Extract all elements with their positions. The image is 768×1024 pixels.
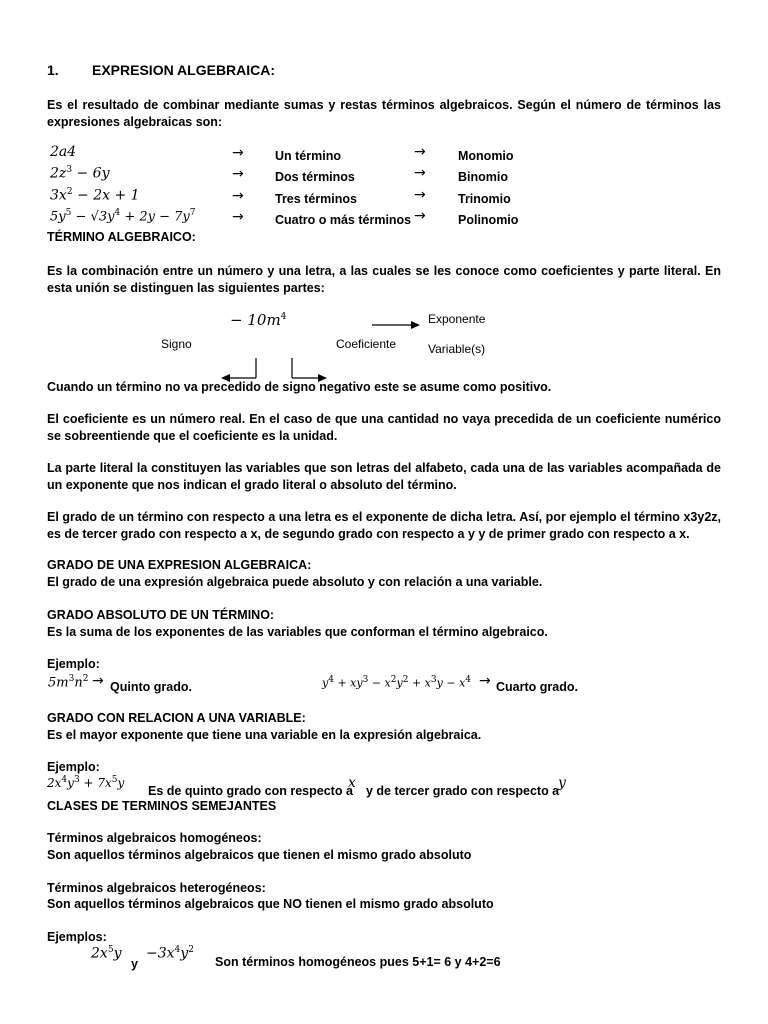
signo-label: Signo [161,337,192,351]
paragraph-parte-literal: La parte literal la constituyen las variables que son letras del alfabeto, cada una de las variables acompañada de un exponente que nos indican el grado literal o absoluto del término. [47,461,721,492]
example-term-2: $y^4 + xy^3 - x^2y^2 + x^3y - x^4$ [322,675,472,690]
paragraph-signo: Cuando un término no va precedido de signo negativo este se asume como positivo. [47,380,552,394]
arrow-right-icon: → [414,208,426,224]
variable-label: Variable(s) [428,342,486,356]
grado-absoluto-heading: GRADO ABSOLUTO DE UN TÉRMINO: [47,608,275,622]
term-count-label: Cuatro o más términos [275,213,412,227]
homogeneous-conclusion: Son términos homogéneos pues 5+1= 6 y 4+2=6 [215,955,501,969]
polinomio-expression: $5y^5 - √3y^4 + 2y - 7y^7$ [50,208,196,225]
example-term-4: $2x^5y$ [91,945,122,962]
ejemplo-label: Ejemplo: [47,760,100,774]
termino-heading: TÉRMINO ALGEBRAICO: [47,230,196,244]
expression-type-label: Polinomio [458,213,519,227]
grado-expresion-heading: GRADO DE UNA EXPRESION ALGEBRAICA: [47,558,312,572]
ejemplo-label: Ejemplo: [47,657,100,671]
example-term-1: $5m^3n^2$ [48,674,89,691]
variable-example-part1: Es de quinto grado con respecto a [148,784,353,798]
expression-type-label: Binomio [458,170,508,184]
term-count-label: Tres términos [275,192,357,206]
grado-expresion-text: El grado de una expresión algebraica puede absoluto y con relación a una variable. [47,575,543,589]
trinomio-expression: $3x^2 - 2x + 1$ [50,187,140,204]
homogeneos-heading: Términos algebraicos homogéneos: [47,831,262,845]
grado-variable-text: Es el mayor exponente que tiene una variable en la expresión algebraica. [47,728,482,742]
arrow-right-icon: → [232,166,244,182]
arrow-right-icon: → [414,165,426,181]
clases-heading: CLASES DE TERMINOS SEMEJANTES [47,799,277,813]
example-2-result: Cuarto grado. [496,680,578,694]
term-count-label: Dos términos [275,170,355,184]
variable-example-part2: y de tercer grado con respecto a [366,784,560,798]
termino-paragraph: Es la combinación entre un número y una letra, a las cuales se les conoce como coeficientes y parte literal. En esta unión se distinguen las siguientes partes: [47,264,721,295]
heterogeneos-heading: Términos algebraicos heterogéneos: [47,881,266,895]
grado-variable-heading: GRADO CON RELACION A UNA VARIABLE: [47,711,306,725]
expression-type-label: Trinomio [458,192,511,206]
heterogeneos-text: Son aquellos términos algebraicos que NO tienen el mismo grado absoluto [47,897,494,911]
monomio-expression: 2a4 [50,144,77,160]
paragraph-coeficiente: El coeficiente es un número real. En el caso de que una cantidad no vaya precedida de un coeficiente numérico se sobreentiende que el coeficiente es la unidad. [47,412,721,443]
variable-x: x [348,775,356,791]
arrow-right-icon: → [232,188,244,204]
expression-type-label: Monomio [458,149,514,163]
exponente-label: Exponente [428,312,486,326]
grado-absoluto-text: Es la suma de los exponentes de las variables que conforman el término algebraico. [47,625,548,639]
arrow-right-icon: → [414,144,426,160]
homogeneos-text: Son aquellos términos algebraicos que tienen el mismo grado absoluto [47,848,472,862]
example-1-result: Quinto grado. [110,680,192,694]
coeficiente-label: Coeficiente [336,337,397,351]
arrow-right-icon: → [92,673,104,689]
arrow-right-icon: → [232,209,244,225]
arrow-right-icon: → [414,187,426,203]
example-term-3: $2x^4y^3 + 7x^5y$ [47,775,125,790]
arrow-right-icon: → [479,673,491,689]
term-count-label: Un término [275,149,341,163]
example-term-5: $-3x^4y^2$ [146,945,194,962]
section-number: 1. [47,62,59,78]
ejemplos-label: Ejemplos: [47,930,107,944]
diagram-term: − $10m^4$ [230,311,287,329]
variable-y: y [558,775,566,791]
conjunction-y: y [131,957,138,971]
section-title: EXPRESION ALGEBRAICA: [92,62,276,78]
paragraph-grado-letra: El grado de un término con respecto a una letra es el exponente de dicha letra. Así, por ejemplo el término x3y2z, es de tercer grado con respecto a x, de segundo grado con respecto a y y de primer grado con respecto a x. [47,510,721,541]
intro-paragraph: Es el resultado de combinar mediante sumas y restas términos algebraicos. Según el número de términos las expresiones algebraicas son: [47,98,721,129]
arrow-right-icon: → [232,145,244,161]
binomio-expression: $2z^3 - 6y$ [50,165,110,182]
